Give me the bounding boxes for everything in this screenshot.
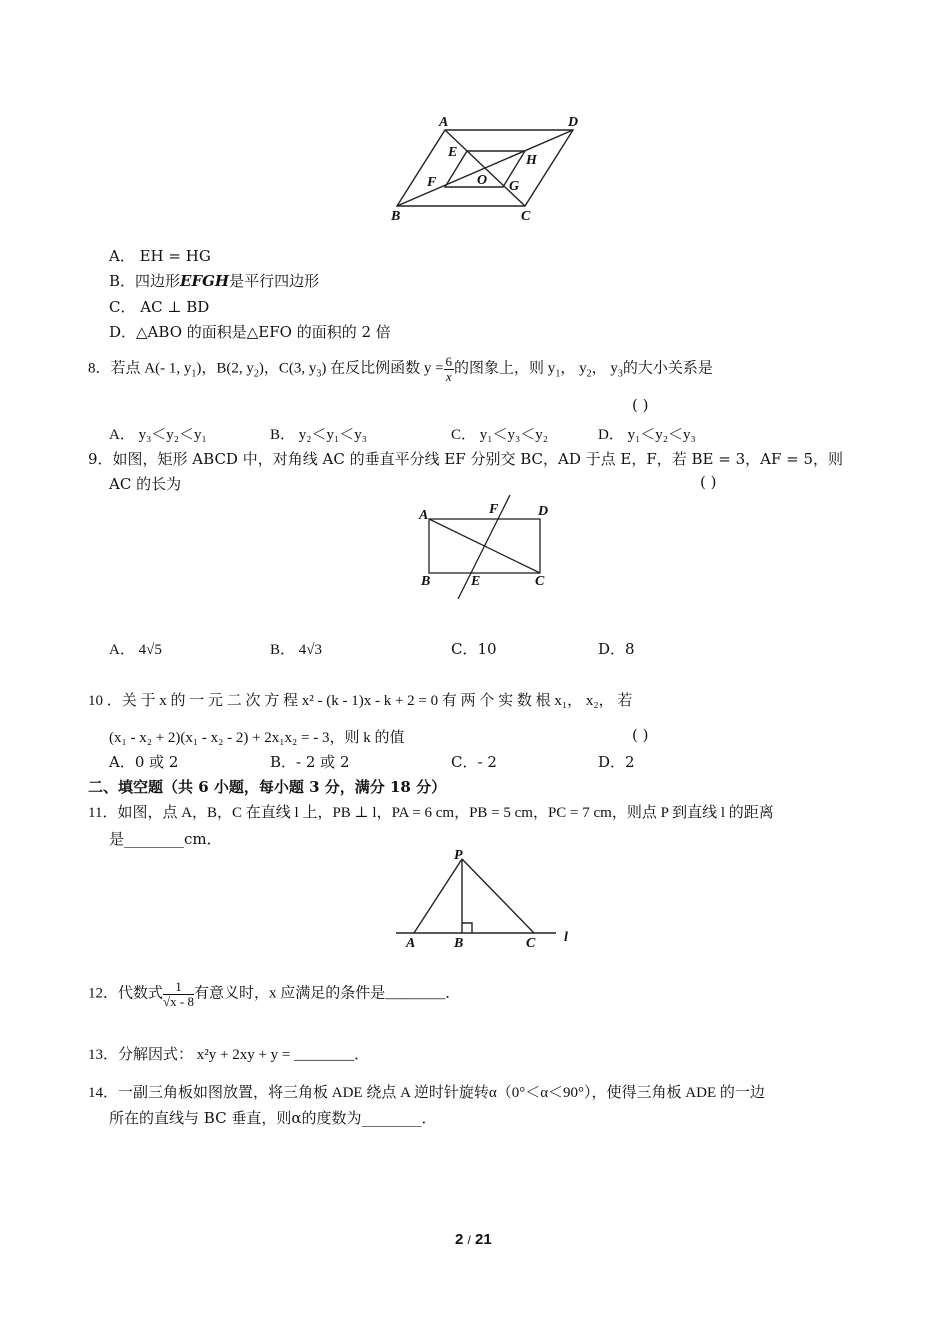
q14-stem-line1: 14．一副三角板如图放置，将三角板 ADE 绕点 A 逆时针旋转α（0°＜α＜90°），使得三角板 ADE 的一边 xyxy=(88,1085,765,1101)
q7-label-c: C xyxy=(521,209,531,224)
q11-stem-line2: 是________cm． xyxy=(109,830,222,848)
q10-option-b: B．- 2 或 2 xyxy=(270,753,350,771)
q7-option-b xyxy=(109,270,319,291)
q10-stem-line2: (x₁ - x₂ + 2)(x₁ - x₂ - 2) + 2x₁x₂ = - 3，则 k 的值 xyxy=(109,730,405,746)
q11-stem-line1: 11．如图，点 A，B，C 在直线 l 上，PB ⊥ l，PA = 6 cm，PB = 5 cm，PC = 7 cm，则点 P 到直线 l 的距离 xyxy=(88,805,774,821)
q7-label-f: F xyxy=(427,175,437,190)
q7-option-b-suffix: 是平行四边形 xyxy=(229,272,320,290)
q12-frac-den: √x - 8 xyxy=(163,993,194,1009)
q9-label-c: C xyxy=(535,574,545,589)
q9-option-d: D．8 xyxy=(598,640,635,658)
page-separator: / xyxy=(467,1233,471,1247)
q8-option-d: D． y₁＜y₂＜y₃ xyxy=(598,427,696,443)
q9-label-d: D xyxy=(538,504,549,519)
q9-stem-line2: AC 的长为 xyxy=(109,475,182,493)
q9-option-a: A． 4√5 xyxy=(109,642,162,658)
q11-perpendicular-figure xyxy=(392,843,582,953)
q12-stem xyxy=(88,980,460,1008)
q8-stem-d: ) 在反比例函数 y = xyxy=(321,360,444,377)
q11-label-p: P xyxy=(454,848,463,863)
q11-label-a: A xyxy=(406,936,416,951)
q8-stem-g: ， y xyxy=(591,360,618,377)
q12-prefix: 12．代数式 xyxy=(88,985,164,1002)
q9-label-a: A xyxy=(419,508,429,523)
q8-option-b: B． y₂＜y₁＜y₃ xyxy=(270,427,367,443)
q7-option-a: A． EH = HG xyxy=(109,247,211,265)
q8-stem-f: ， y xyxy=(560,360,587,377)
q10-option-c: C．- 2 xyxy=(451,753,497,771)
q7-option-d: D．△ABO 的面积是△EFO 的面积的 2 倍 xyxy=(109,323,391,341)
q7-label-g: G xyxy=(509,179,520,194)
page-current: 2 xyxy=(455,1231,464,1248)
page-number xyxy=(455,1231,492,1248)
q8-option-c: C． y₁＜y₃＜y₂ xyxy=(451,427,548,443)
q7-label-h: H xyxy=(526,153,537,168)
q7-label-d: D xyxy=(568,115,579,130)
q8-stem: 8．若点 A(- 1, $y_1$)，B(2, $y_2$)，C(3, $y_3$) 在反比例函数 y = $\frac{6}{x}$ 的图象上，则 $y_1$， $y_2$， $y_3$的大小关系是 xyxy=(88,354,713,384)
q7-label-a: A xyxy=(439,115,449,130)
q13-stem: 13．分解因式： x²y + 2xy + y = ________． xyxy=(88,1047,370,1063)
q9-label-b: B xyxy=(421,574,431,589)
q7-option-b-prefix: B．四边形 xyxy=(109,272,181,290)
q7-label-e: E xyxy=(448,145,458,160)
q11-label-c: C xyxy=(526,936,536,951)
q9-stem-line1: 9．如图，矩形 ABCD 中，对角线 AC 的垂直平分线 EF 分别交 BC，AD 于点 E，F，若 BE = 3，AF = 5，则 xyxy=(88,450,844,468)
q8-stem-h: 的大小关系是 xyxy=(622,360,713,377)
q10-stem-line1: 10 ．关 于 x 的 一 元 二 次 方 程 x² - (k - 1)x - k + 2 = 0 有 两 个 实 数 根 x₁， x₂， 若 xyxy=(88,693,633,709)
q8-frac-num: 6 xyxy=(445,354,453,369)
q11-label-l: l xyxy=(564,930,568,945)
q10-option-a: A．0 或 2 xyxy=(109,753,179,771)
q9-option-b: B． 4√3 xyxy=(270,642,322,658)
q8-option-a: A． y₃＜y₂＜y₁ xyxy=(109,427,207,443)
q8-fraction xyxy=(444,355,455,383)
q9-rectangle-figure xyxy=(415,493,560,603)
q14-stem-line2: 所在的直线与 BC 垂直，则α的度数为________． xyxy=(109,1109,437,1127)
q7-option-c: C． AC ⊥ BD xyxy=(109,298,210,316)
q12-suffix: 有意义时，x 应满足的条件是________． xyxy=(193,985,461,1002)
q9-answer-paren: ( ) xyxy=(700,473,717,491)
q12-frac-num: 1 xyxy=(163,980,194,995)
q8-frac-den: x xyxy=(445,368,452,384)
q8-answer-paren: ( ) xyxy=(632,396,649,414)
q7-parallelogram-figure xyxy=(385,110,585,228)
q12-fraction xyxy=(163,980,194,1008)
section-title-fill-in: 二、填空题（共 6 小题，每小题 3 分，满分 18 分） xyxy=(88,778,447,796)
q8-stem-c: )，C(3, y xyxy=(258,360,317,377)
q10-answer-paren: ( ) xyxy=(632,726,649,744)
q8-stem-e: 的图象上，则 y xyxy=(454,360,556,377)
q10-option-d: D．2 xyxy=(598,753,635,771)
q7-label-b: B xyxy=(391,209,401,224)
q9-option-c: C．10 xyxy=(451,640,497,658)
q7-label-o: O xyxy=(477,173,488,188)
q11-label-b: B xyxy=(454,936,464,951)
q9-label-e: E xyxy=(471,574,481,589)
q8-stem-a: 8．若点 A(- 1, y xyxy=(88,360,192,377)
q8-stem-b: )，B(2, y xyxy=(196,360,254,377)
q9-label-f: F xyxy=(489,502,499,517)
q7-option-b-name: EFGH xyxy=(180,272,230,290)
page-total: 21 xyxy=(475,1231,492,1248)
